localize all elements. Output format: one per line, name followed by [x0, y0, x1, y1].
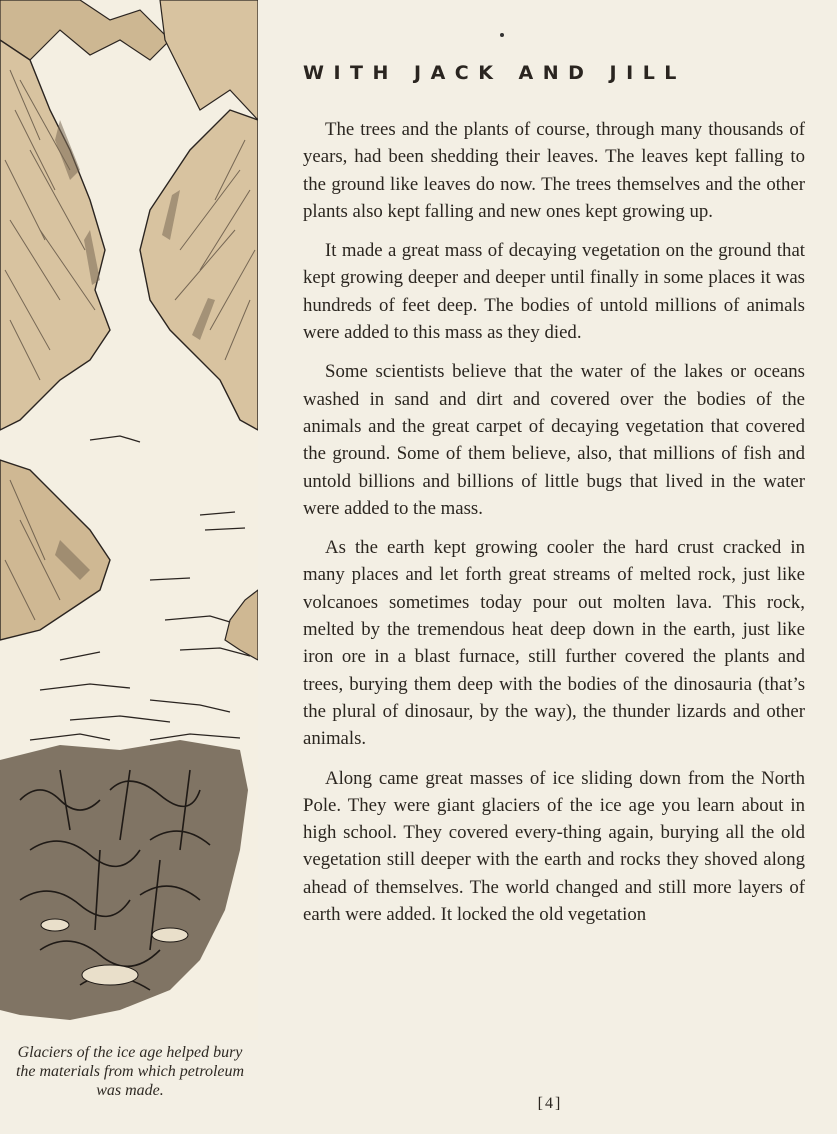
running-header: WITH JACK AND JILL	[303, 62, 686, 84]
paragraph: It made a great mass of decaying vegetation on the ground that kept growing deeper and deeper until finally in some places it was hundreds of feet deep. The bodies of untold millions of animals were added to this mass as they died.	[303, 240, 805, 344]
paragraph: The trees and the plants of course, through many thousands of years, had been shedding their leaves. The leaves kept falling to the ground like leaves do now. The trees themselves and the other plants also kept falling and new ones kept growing up.	[303, 119, 805, 222]
glacier-drawing	[0, 0, 258, 1040]
paragraph: Along came great masses of ice sliding down from the North Pole. They were giant glaciers of the ice age you learn about in high school. They covered every-thing again, burying all the old vegetation still deeper with the earth and rocks they shoved along ahead of themselves. The world changed and still more layers of earth were added. It locked the old vegetation	[303, 767, 805, 926]
illustration-caption: Glaciers of the ice age helped bury the materials from which petroleum was made.	[15, 1044, 245, 1099]
glacier-illustration	[0, 0, 258, 1040]
paragraph: As the earth kept growing cooler the hard crust cracked in many places and let forth great streams of melted rock, just like volcanoes sometimes today pour out molten lava. This rock, melted by the tremendous heat deep down in the earth, just like iron ore in a blast furnace, still further covered the plants and trees, burying them deep with the bodies of the dinosauria (that’s the plural of dinosaur, by the way), the thunder lizards and other animals.	[303, 537, 805, 750]
paragraph: Some scientists believe that the water of the lakes or oceans washed in sand and dirt and covered over the bodies of the animals and the great carpet of decaying vegetation that covered the ground. Some of them believe, also, that millions of fish and untold billions and billions of little bugs that lived in the water were added to the mass.	[303, 361, 805, 519]
print-mark	[500, 33, 504, 37]
page-number: [4]	[537, 1095, 563, 1112]
body-text	[303, 116, 805, 940]
